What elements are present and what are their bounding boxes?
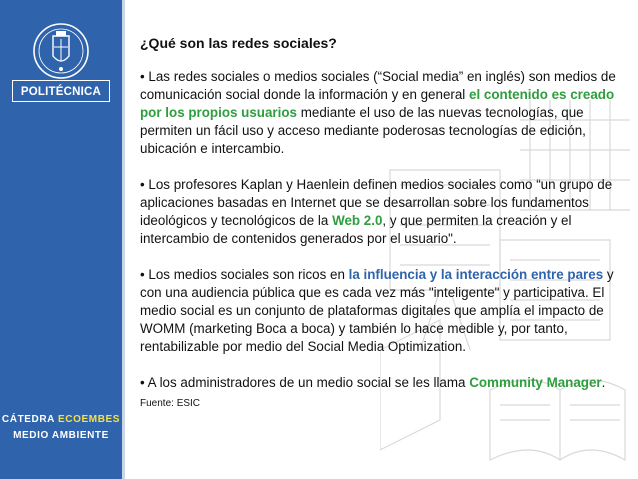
- footer-logo-catedra: CÁTEDRA: [1, 414, 55, 425]
- footer-logo-ecoembes: ECOEMBES: [58, 414, 121, 425]
- paragraph-1-highlight: el contenido es creado por los propios usuarios: [140, 87, 615, 120]
- paragraph-1-text-b: mediante el uso de las nuevas tecnologías, que permiten un fácil uso y acceso mediante poderosas tecnologías de edición, ubicación e intercambio.: [140, 105, 586, 156]
- footer-logo: [0, 414, 122, 441]
- university-crest-icon: [31, 22, 91, 80]
- paragraph-3-highlight: la influencia y la interacción entre pares: [348, 267, 604, 282]
- paragraph-3-text-b: y con una audiencia pública que es cada vez más "inteligente" y participativa. El medio social es un conjunto de plataformas digitales que amplía el impacto de WOMM (marketing Boca a boca) y también lo hace medible y, por tanto, rentabilizable por medio del Social Media Optimization.: [140, 267, 614, 354]
- paragraph-2: [140, 176, 632, 248]
- paragraph-2-text-b: , y que permiten la creación y el intercambio de contenidos generados por el usuario".: [140, 213, 572, 246]
- paragraph-4-highlight: Community Manager: [469, 375, 602, 390]
- paragraph-2-highlight: Web 2.0: [332, 213, 383, 228]
- paragraph-4-text-b: .: [601, 375, 606, 390]
- paragraph-3: [140, 266, 632, 356]
- paragraph-4-text-a: • A los administradores de un medio social se les llama: [140, 375, 470, 390]
- paragraph-4: [140, 374, 632, 392]
- sidebar-divider: [122, 0, 125, 479]
- slide-content: [140, 34, 632, 410]
- footer-logo-medio-ambiente: MEDIO AMBIENTE: [13, 430, 109, 441]
- paragraph-1: [140, 68, 632, 158]
- paragraph-3-text-a: • Los medios sociales son ricos en: [140, 267, 349, 282]
- source-citation: Fuente: ESIC: [140, 398, 201, 409]
- slide-title: ¿Qué son las redes sociales?: [140, 35, 337, 51]
- paragraph-2-text-a: • Los profesores Kaplan y Haenlein definen medios sociales como “un grupo de aplicaciones basadas en Internet que se desarrollan sobre los fundamentos ideológicos y tecnológicos de la: [140, 177, 613, 228]
- sidebar: [0, 0, 122, 479]
- brand-label: POLITÉCNICA: [12, 80, 110, 102]
- paragraph-1-text-a: • Las redes sociales o medios sociales (“Social media” en inglés) son medios de comunicación social donde la información y en general: [140, 69, 616, 102]
